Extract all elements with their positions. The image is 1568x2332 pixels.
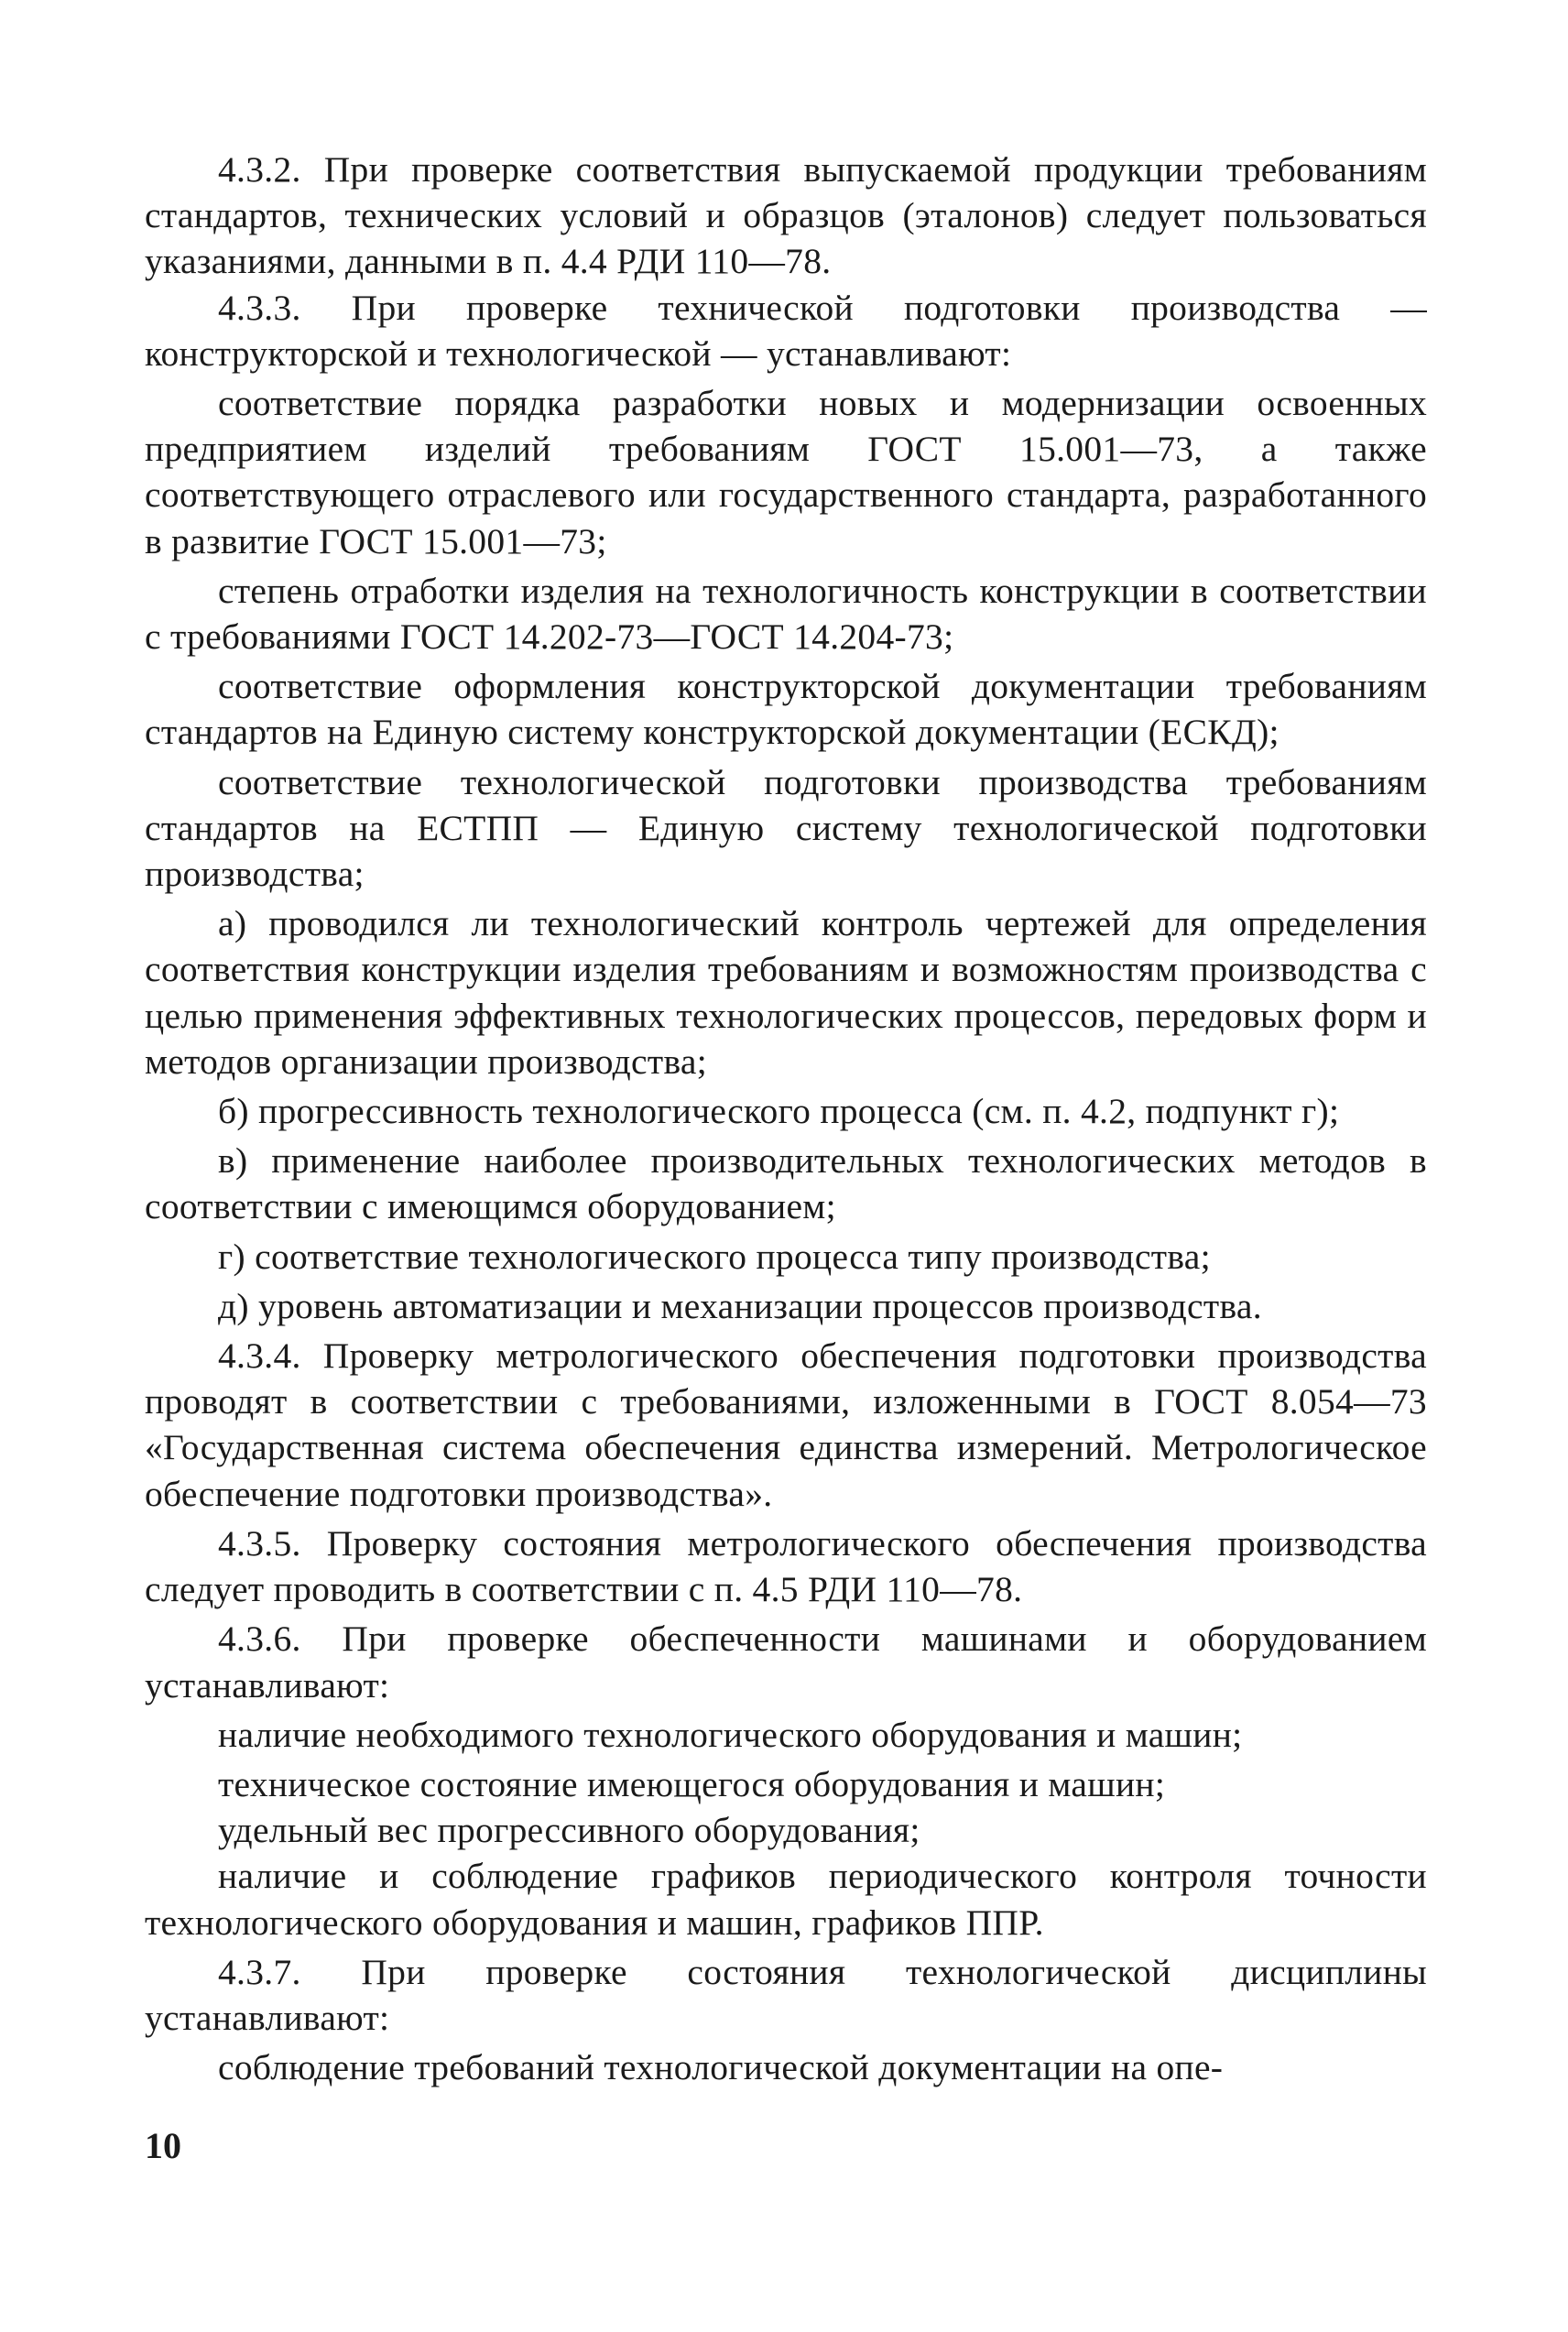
paragraph-4-3-2: 4.3.2. При проверке соответствия выпускаемой продукции требованиям стандартов, технических условий и образцов (эталонов) следует пользоваться указаниями, данными в п. 4.4 РДИ 110—78. xyxy=(145,149,1427,282)
list-item: д) уровень автоматизации и механизации процессов производства. xyxy=(218,1285,1262,1326)
list-item: соответствие оформления конструкторской документации требованиям стандартов на Единую систему конструкторской документации (ЕСКД); xyxy=(145,666,1427,753)
paragraph-4-3-5: 4.3.5. Проверку состояния метрологического обеспечения производства следует проводить в соответствии с п. 4.5 РДИ 110—78. xyxy=(145,1522,1427,1610)
list-item: соответствие технологической подготовки производства требованиям стандартов на ЕСТПП — Единую систему технологической подготовки производства; xyxy=(145,761,1427,895)
list-item: в) применение наиболее производительных технологических методов в соответствии с имеющимся оборудованием; xyxy=(145,1140,1427,1227)
list-item: удельный вес прогрессивного оборудования; xyxy=(218,1810,920,1851)
list-item: наличие необходимого технологического оборудования и машин; xyxy=(218,1714,1243,1755)
paragraph-4-3-6: 4.3.6. При проверке обеспеченности машинами и оборудованием устанавливают: xyxy=(145,1618,1427,1705)
list-item: степень отработки изделия на технологичность конструкции в соответствии с требованиями ГОСТ 14.202-73—ГОСТ 14.204-73; xyxy=(145,570,1427,658)
list-item: техническое состояние имеющегося оборудования и машин; xyxy=(218,1763,1166,1804)
list-item: наличие и соблюдение графиков периодического контроля точности технологического оборудования и машин, графиков ППР. xyxy=(145,1856,1427,1943)
page-body xyxy=(145,147,1427,2090)
page-number: 10 xyxy=(145,2125,181,2166)
list-item: б) прогрессивность технологического процесса (см. п. 4.2, подпункт г); xyxy=(218,1091,1340,1132)
list-item: соблюдение требований технологической документации на опе- xyxy=(218,2047,1224,2088)
list-item: соответствие порядка разработки новых и модернизации освоенных предприятием изделий требованиям ГОСТ 15.001—73, а также соответствующего отраслевого или государственного стандарта, разработанного в развитие ГОСТ 15.001—73; xyxy=(145,383,1427,561)
paragraph-4-3-4: 4.3.4. Проверку метрологического обеспечения подготовки производства проводят в соответствии с требованиями, изложенными в ГОСТ 8.054—73 «Государственная система обеспечения единства измерений. Метрологическое обеспечение подготовки производства». xyxy=(145,1335,1427,1514)
list-item: а) проводился ли технологический контроль чертежей для определения соответствия конструкции изделия требованиям и возможностям производства с целью применения эффективных технологических процессов, передовых форм и методов организации производства; xyxy=(145,903,1427,1082)
list-item: г) соответствие технологического процесса типу производства; xyxy=(218,1236,1211,1277)
paragraph-4-3-3: 4.3.3. При проверке технической подготовки производства — конструкторской и технологической — устанавливают: xyxy=(145,287,1427,374)
paragraph-4-3-7: 4.3.7. При проверке состояния технологической дисциплины устанавливают: xyxy=(145,1951,1427,2038)
